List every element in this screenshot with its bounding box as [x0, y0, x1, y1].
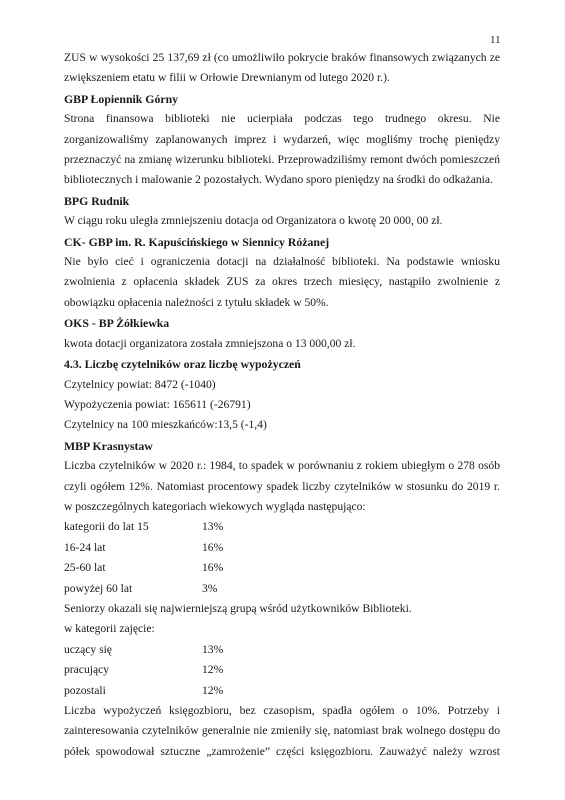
heading-ck-gbp-siennica: CK- GBP im. R. Kapuścińskiego w Siennicy Różanej	[64, 234, 330, 249]
paragraph-loans: Liczba wypożyczeń księgozbioru, bez czasopism, spadła ogółem o 10%. Potrzeby i zainteresowania czytelników generalnie nie zmieniły się, natomiast brak wolnego dostępu do półek spowodował sztuczne „zamrożenie” części księgozbioru. Zauważyć należy wzrost	[64, 704, 500, 758]
heading-oks-zolkiewka: OKS - BP Żółkiewka	[64, 316, 170, 331]
paragraph-siennica: Nie było cieć i ograniczenia dotacji na działalność biblioteki. Na podstawie wniosku zwolnienia z opłacenia składek ZUS za okres trzech miesięcy, nastąpiło zwolnienie z obowiązku opłacenia należności z tytułu składek w 50%.	[64, 255, 500, 309]
stat-readers-county: Czytelnicy powiat: 8472 (-1040)	[64, 377, 216, 391]
paragraph-occupation-intro: w kategorii zajęcie:	[64, 622, 155, 636]
occupation-value: 13%	[202, 642, 224, 656]
heading-mbp-krasnystaw: MBP Krasnystaw	[64, 438, 153, 453]
stat-loans-county: Wypożyczenia powiat: 165611 (-26791)	[64, 397, 251, 411]
age-row	[64, 558, 500, 578]
paragraph-krasnystaw: Liczba czytelników w 2020 r.: 1984, to spadek w porównaniu z rokiem ubiegłym o 278 osób czyli ogółem 12%. Natomiast procentowy spadek liczby czytelników w stosunku do 2019 r. w poszczególnych kategoriach wiekowych wygląda następująco:	[64, 459, 500, 513]
age-category-value: 3%	[202, 581, 218, 595]
occupation-label: pozostali	[64, 683, 106, 697]
occupation-row	[64, 640, 500, 660]
age-category-label: 16-24 lat	[64, 540, 106, 554]
age-category-value: 16%	[202, 540, 224, 554]
age-row	[64, 517, 500, 537]
occupation-value: 12%	[202, 663, 224, 677]
age-category-label: kategorii do lat 15	[64, 520, 149, 534]
occupation-row	[64, 660, 500, 680]
occupation-value: 12%	[202, 683, 224, 697]
age-category-label: 25-60 lat	[64, 561, 106, 575]
paragraph-zus-amount: ZUS w wysokości 25 137,69 zł (co umożliwiło pokrycie braków finansowych związanych ze zwiększeniem etatu w filii w Orłowie Drewnianym od lutego 2020 r.).	[64, 51, 500, 85]
age-row	[64, 538, 500, 558]
paragraph-rudnik: W ciągu roku uległa zmniejszeniu dotacja od Organizatora o kwotę 20 000, 00 zł.	[64, 214, 443, 228]
document-body	[64, 48, 500, 762]
occupation-label: pracujący	[64, 663, 110, 677]
occupation-row	[64, 681, 500, 701]
age-category-label: powyżej 60 lat	[64, 581, 133, 595]
occupation-label: uczący się	[64, 642, 112, 656]
paragraph-seniors: Seniorzy okazali się najwierniejszą grupą wśród użytkowników Biblioteki.	[64, 601, 412, 615]
age-category-value: 13%	[202, 520, 224, 534]
heading-bpg-rudnik: BPG Rudnik	[64, 193, 130, 208]
age-row	[64, 579, 500, 599]
age-category-value: 16%	[202, 561, 224, 575]
stat-readers-per-100: Czytelnicy na 100 mieszkańców:13,5 (-1,4)	[64, 418, 267, 432]
paragraph-lopiennik: Strona finansowa biblioteki nie ucierpiała podczas tego trudnego okresu. Nie zorganizowaliśmy zaplanowanych imprez i wydarzeń, więc mogliśmy trochę pieniędzy przeznaczyć na zmianę wizerunku biblioteki. Przeprowadziliśmy remont dwóch pomieszczeń bibliotecznych i malowanie 2 pozostałych. Wydano sporo pieniędzy na środki do odkażania.	[64, 112, 500, 187]
paragraph-zolkiewka: kwota dotacji organizatora została zmniejszona o 13 000,00 zł.	[64, 336, 356, 350]
heading-section-4-3: 4.3. Liczbę czytelników oraz liczbę wypożyczeń	[64, 357, 301, 372]
heading-gbp-lopiennik: GBP Łopiennik Górny	[64, 91, 179, 106]
page-number: 11	[490, 34, 501, 46]
